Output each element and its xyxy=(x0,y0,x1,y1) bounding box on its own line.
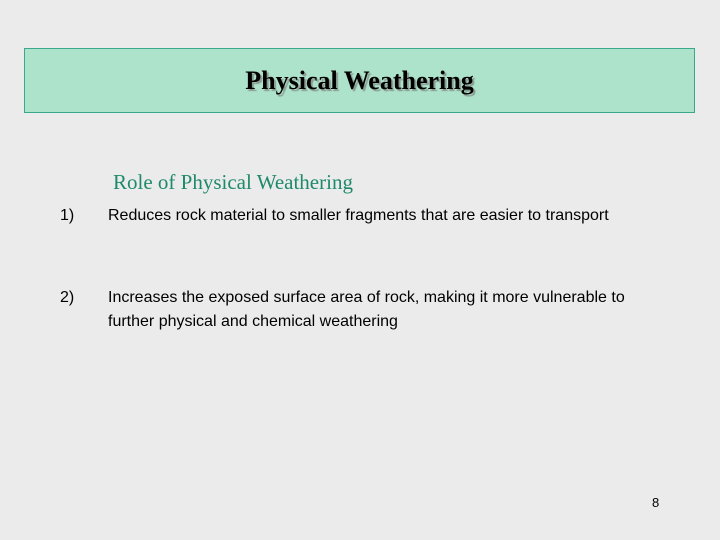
title-banner xyxy=(24,48,695,113)
list-item-number: 2) xyxy=(60,289,75,306)
list-item-number: 1) xyxy=(60,207,75,224)
page-number: 8 xyxy=(652,495,660,510)
slide-title: Physical Weathering xyxy=(245,65,474,95)
list-item-text: Reduces rock material to smaller fragments that are easier to transport xyxy=(108,207,609,224)
slide-subtitle: Role of Physical Weathering xyxy=(113,170,353,194)
list-item-text: Increases the exposed surface area of rock, making it more vulnerable to further physical and chemical weathering xyxy=(108,289,625,330)
